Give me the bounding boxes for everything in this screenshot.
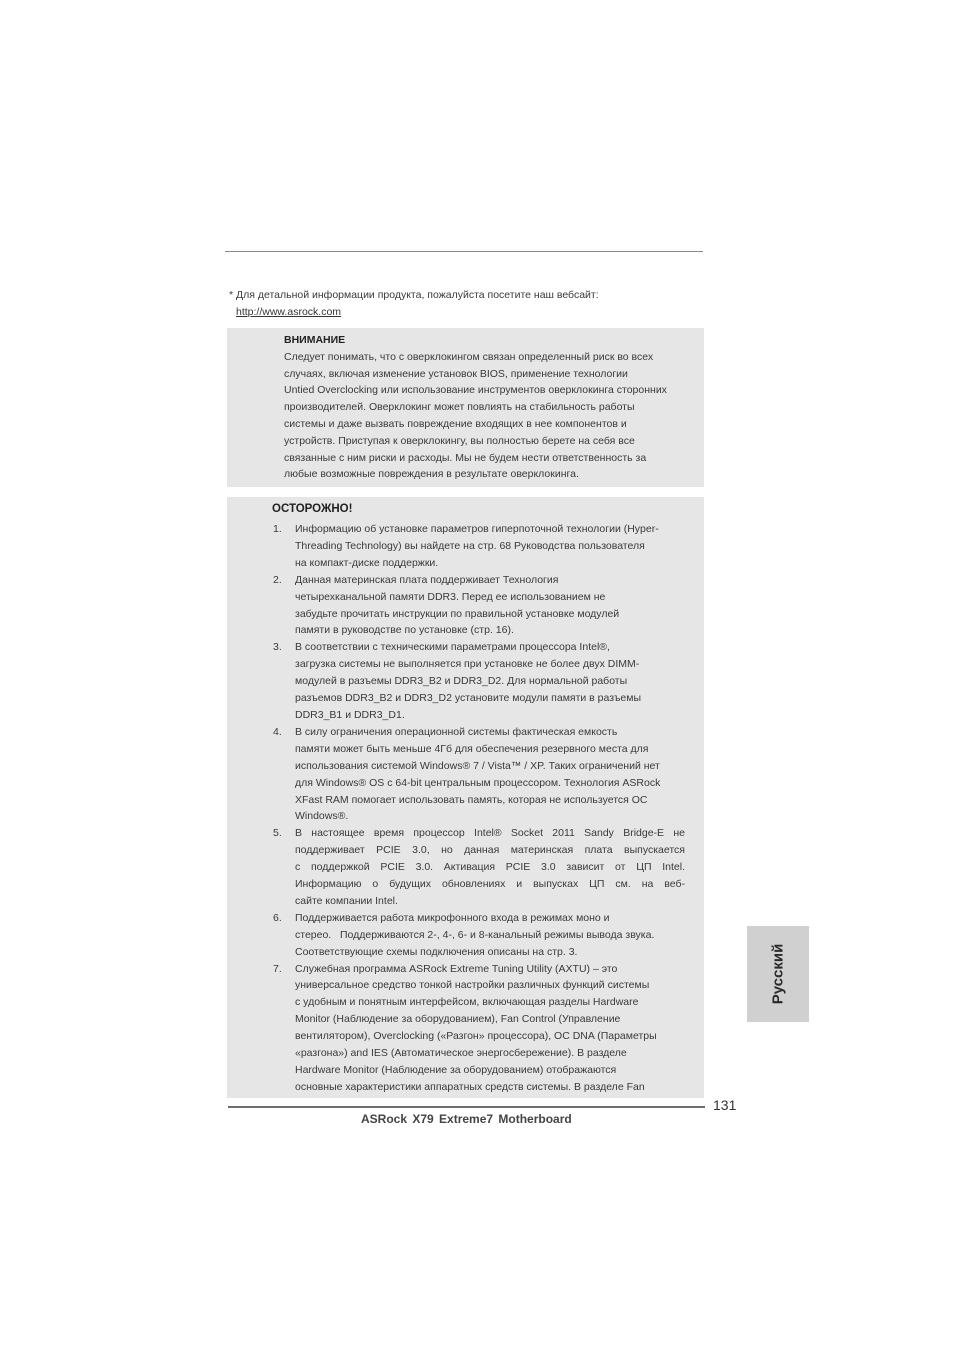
intro-note — [229, 287, 599, 321]
list-item — [267, 910, 685, 961]
website-link[interactable]: http://www.asrock.com — [236, 306, 342, 318]
item-line: В соответствии с техническими параметрами процессора Intel®, — [295, 641, 610, 654]
item-number: 1. — [273, 523, 282, 535]
page-number: 131 — [713, 1097, 737, 1113]
item-line: Информацию о будущих обновлениях и выпусках ЦП см. на веб- — [295, 878, 685, 891]
item-line: Служебная программа ASRock Extreme Tuning Utility (AXTU) – это — [295, 962, 618, 975]
item-line: универсальное средство тонкой настройки различных функций системы — [295, 979, 650, 992]
item-line: с поддержкой PCIE 3.0. Активация PCIE 3.0 зависит от ЦП Intel. — [295, 861, 685, 874]
warning-line: устройств. Приступая к оверклокингу, вы полностью берете на себя все — [284, 434, 635, 447]
warning-line: Следует понимать, что с оверклокингом связан определенный риск во всех — [284, 350, 654, 363]
item-line: памяти может быть меньше 4Гб для обеспечения резервного места для — [295, 742, 649, 755]
caution-list — [267, 521, 685, 1096]
item-number: 3. — [273, 641, 282, 654]
warning-line: связанные с ним риски и расходы. Мы не будем нести ответственность за — [284, 451, 647, 464]
item-line: Monitor (Наблюдение за оборудованием), Fan Control (Управление — [295, 1013, 621, 1026]
warning-title: ВНИМАНИЕ — [284, 334, 346, 346]
list-item — [267, 825, 685, 910]
item-number: 5. — [273, 827, 282, 840]
item-line: В силу ограничения операционной системы фактическая емкость — [295, 725, 618, 738]
item-line: Windows®. — [295, 810, 349, 823]
caution-title: ОСТОРОЖНО! — [272, 503, 353, 515]
top-divider — [225, 251, 703, 252]
item-number: 7. — [273, 962, 282, 975]
item-line: забудьте прочитать инструкции по правильной установке модулей — [295, 607, 620, 620]
item-line: Hardware Monitor (Наблюдение за оборудованием) отображаются — [295, 1064, 617, 1076]
item-line: стерео. Поддерживаются 2-, 4-, 6- и 8-канальный режимы вывода звука. — [295, 928, 655, 941]
warning-line: системы и даже вызвать повреждение входящих в нее компонентов и — [284, 417, 627, 430]
item-line: четырехканальной памяти DDR3. Перед ее использованием не — [295, 590, 606, 603]
item-line: Данная материнская плата поддерживает Технология — [295, 573, 559, 586]
item-number: 4. — [273, 725, 282, 738]
item-line: поддерживает PCIE 3.0, но данная материнская плата выпускается — [295, 844, 685, 857]
intro-text: * Для детальной информации продукта, пожалуйста посетите наш вебсайт: — [229, 289, 599, 301]
item-line: на компакт-диске поддержки. — [295, 556, 439, 569]
item-line: модулей в разъемы DDR3_B2 и DDR3_D2. Для нормальной работы — [295, 675, 628, 688]
item-line: для Windows® OS с 64-bit центральным процессором. Технология ASRock — [295, 776, 661, 789]
item-line: В настоящее время процессор Intel® Socket 2011 Sandy Bridge-E не — [295, 827, 685, 840]
item-line: Информацию об установке параметров гиперпоточной технологии (Hyper- — [295, 523, 659, 535]
item-line: DDR3_B1 и DDR3_D1. — [295, 708, 405, 721]
warning-box — [227, 328, 704, 487]
item-line: памяти в руководстве по установке (стр. 16). — [295, 624, 514, 637]
item-line: Threading Technology) вы найдете на стр. 68 Руководства пользователя — [295, 539, 645, 552]
item-number: 2. — [273, 573, 282, 586]
item-line: Соответствующие схемы подключения описаны на стр. 3. — [295, 945, 578, 958]
list-item — [267, 724, 685, 825]
item-line: с удобным и понятным интерфейсом, включающая разделы Hardware — [295, 996, 639, 1009]
bottom-divider — [228, 1106, 705, 1108]
footer-product-name: ASRock X79 Extreme7 Motherboard — [361, 1112, 572, 1126]
language-tab — [747, 926, 809, 1022]
list-item — [267, 639, 685, 724]
item-line: разъемов DDR3_B2 и DDR3_D2 установите модули памяти в разъемы — [295, 692, 641, 705]
list-item — [267, 961, 685, 1096]
warning-line: Untied Overclocking или использование инструментов оверклокинга сторонних — [284, 384, 667, 397]
warning-body — [284, 349, 699, 483]
item-line: вентилятором), Overclocking («Разгон» процессора), OC DNA (Параметры — [295, 1030, 657, 1043]
item-number: 6. — [273, 911, 282, 924]
caution-box — [227, 497, 704, 1098]
item-line: «разгона») and IES (Автоматическое энергосбережение). В разделе — [295, 1047, 627, 1060]
language-label: Русский — [769, 943, 787, 1005]
item-line: XFast RAM помогает использовать память, которая не используется ОС — [295, 793, 648, 806]
list-item — [267, 572, 685, 640]
item-line: загрузка системы не выполняется при установке не более двух DIMM- — [295, 658, 640, 671]
item-line: основные характеристики аппаратных средств системы. В разделе Fan — [295, 1080, 645, 1093]
item-line: сайте компании Intel. — [295, 894, 398, 907]
item-line: Поддерживается работа микрофонного входа в режимах моно и — [295, 911, 610, 924]
warning-line: любые возможные повреждения в результате оверклокинга. — [284, 468, 579, 481]
warning-line: случаях, включая изменение установок BIOS, применение технологии — [284, 367, 628, 380]
item-line: использования системой Windows® 7 / Vista™ / XP. Таких ограничений нет — [295, 759, 660, 772]
warning-line: производителей. Оверклокинг может повлиять на стабильность работы — [284, 401, 635, 414]
list-item — [267, 521, 685, 572]
